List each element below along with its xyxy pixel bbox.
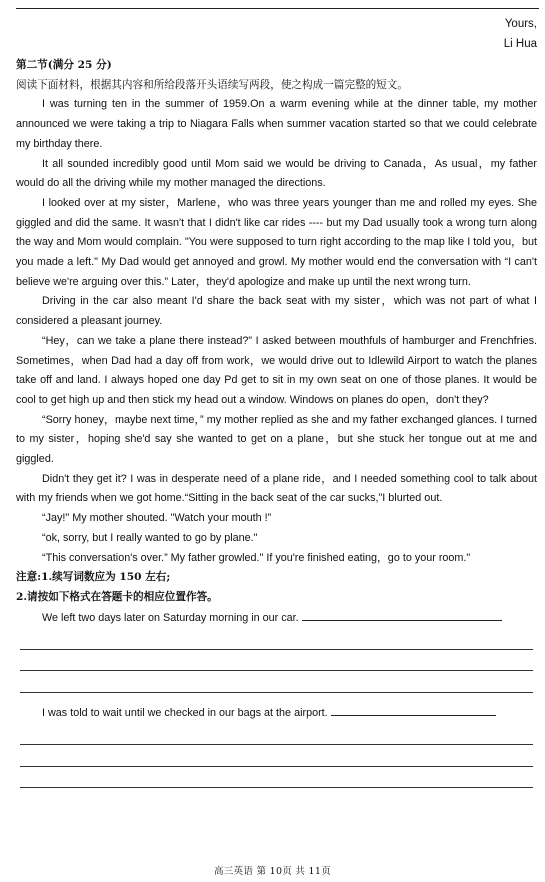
note-format: 2.请按如下格式在答题卡的相应位置作答。 xyxy=(16,590,218,603)
page-footer: 高三英语 第 10页 共 11页 xyxy=(213,866,332,877)
starter-2-text: I was told to wait until we checked in our bags at the airport. xyxy=(42,706,328,719)
story-paragraph: Didn't they get it? I was in desperate need of a plane ride，and I needed something cool to talk about with my friends when we got home.“Sitting in the back seat of the car sucks,"I blurted out. xyxy=(16,472,537,505)
starter-1-text: We left two days later on Saturday morning in our car. xyxy=(42,611,299,624)
story-paragraph: I was turning ten in the summer of 1959.On a warm evening while at the dinner table, my mother announced we were taking a trip to Niagara Falls when summer vacation started so that we could celebrate my birthday there. xyxy=(16,98,537,150)
answer-line[interactable] xyxy=(20,724,533,746)
story-paragraph: “ok, sorry, but I really wanted to go by plane." xyxy=(42,531,258,544)
story-paragraph: Driving in the car also meant I'd share the back seat with my sister，which was not part of what I considered a pleasant journey. xyxy=(16,295,537,328)
story-paragraph: I looked over at my sister，Marlene，who was three years younger than me and rolled my eyes. She giggled and did the same. It wasn't that I didn't like car rides ---- but my Dad usually took a wrong turn along the way and Mom would complain. "You were supposed to turn right according to the map like I told you，but you made a left." My Dad would get annoyed and growl. My mother would end the conversation with “I can't believe we're arguing over this.” Later，they'd apologize and make up until the next wrong turn. xyxy=(16,196,537,288)
story-paragraph: “Sorry honey，maybe next time，” my mother replied as she and my father exchanged glances. I turned to my sister，hoping she'd say she wanted to get on a plane，but she stuck her tongue out at me and giggled. xyxy=(16,413,537,466)
story-paragraph: It all sounded incredibly good until Mom said we would be driving to Canada，As usual，my father would do all the driving while my mother managed the directions. xyxy=(16,157,537,190)
story-paragraph: “Hey，can we take a plane there instead?” I asked between mouthfuls of hamburger and Frenchfries. Sometimes，when Dad had a day off from work，we would drive out to Idlewild Airport to watch the planes take off and land. I always hoped one day Pd get to sit in my own seat on one of those planes. It would be cool to get high up and then stick my head out a window. Windows on planes do open，don't they? xyxy=(16,334,537,406)
answer-line[interactable] xyxy=(331,703,496,716)
exam-content xyxy=(16,56,537,788)
paragraph-starter-2 xyxy=(16,703,537,724)
answer-line[interactable] xyxy=(20,628,533,650)
answer-line[interactable] xyxy=(20,745,533,767)
answer-line[interactable] xyxy=(20,650,533,672)
story-paragraph: “Jay!" My mother shouted. "Watch your mouth !” xyxy=(42,512,272,525)
top-divider xyxy=(16,8,539,9)
closing-name: Li Hua xyxy=(503,38,537,50)
answer-line[interactable] xyxy=(20,671,533,693)
answer-line[interactable] xyxy=(302,608,502,621)
section-heading: 第二节(满分 25 分) xyxy=(16,59,112,71)
answer-line[interactable] xyxy=(20,767,533,789)
note-word-count: 注意:1.续写词数应为 150 左右; xyxy=(16,571,171,584)
closing-yours: Yours, xyxy=(504,18,537,30)
paragraph-starter-1 xyxy=(16,608,537,629)
story-paragraph: “This conversation's over.” My father growled." If you're finished eating，go to your room." xyxy=(42,551,471,564)
section-instruction: 阅读下面材料，根据其内容和所给段落开头语续写两段，使之构成一篇完整的短文。 xyxy=(16,78,408,91)
